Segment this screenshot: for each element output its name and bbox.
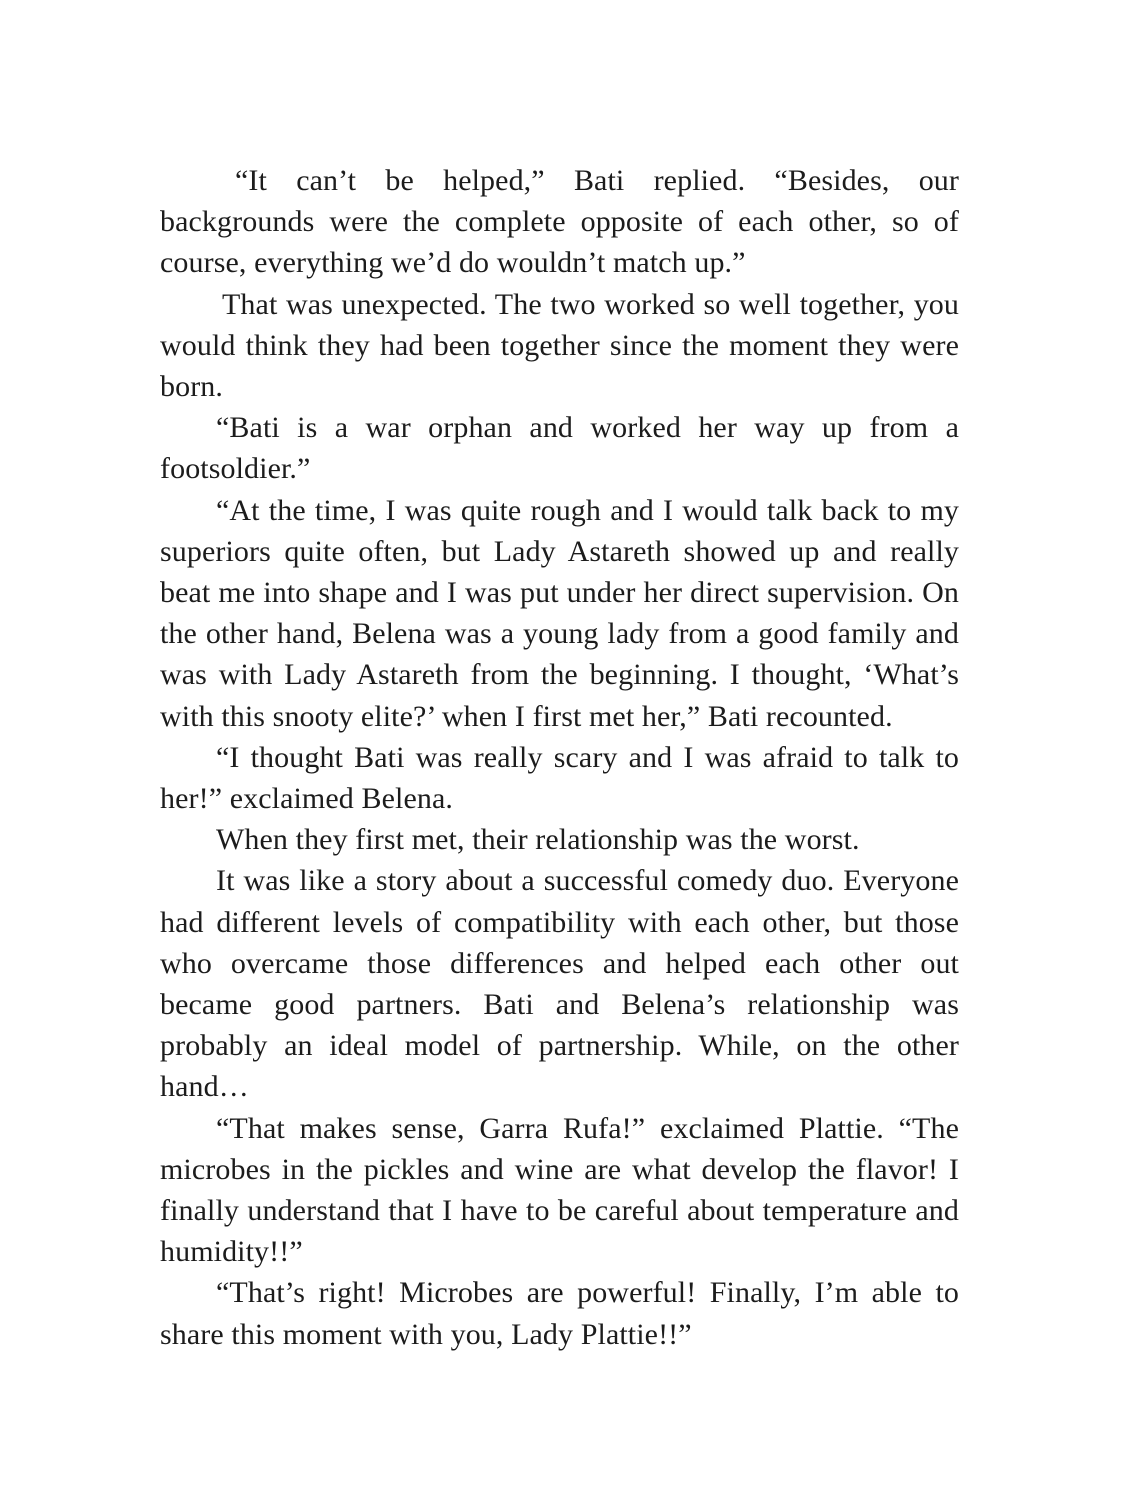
paragraph: “That makes sense, Garra Rufa!” exclaimed Plattie. “The microbes in the pickles and wine are what develop the flavor! I finally understand that I have to be careful about temperature and humidity!!” [160,1111,959,1269]
paragraph: “I thought Bati was really scary and I was afraid to talk to her!” exclaimed Belena. [160,740,959,816]
paragraph: “At the time, I was quite rough and I would talk back to my superiors quite often, but Lady Astareth showed up and really beat me into shape and I was put under her direct supervision. On the other hand, Belena was a young lady from a good family and was with Lady Astareth from the beginning. I thought, ‘What’s with this snooty elite?’ when I first met her,” Bati recounted. [160,493,959,733]
paragraph: “Bati is a war orphan and worked her way up from a footsoldier.” [160,411,959,486]
paragraph: “It can’t be helped,” Bati replied. “Besides, our backgrounds were the complete opposite of each other, so of course, everything we’d do wouldn’t match up.” [160,164,959,280]
paragraph: That was unexpected. The two worked so well together, you would think they had been together since the moment they were born. [160,287,959,404]
paragraph: It was like a story about a successful comedy duo. Everyone had different levels of compatibility with each other, but those who overcame those differences and helped each other out became good partners. Bati and Belena’s relationship was probably an ideal model of partnership. While, on the other hand… [160,864,959,1104]
paragraph: “That’s right! Microbes are powerful! Finally, I’m able to share this moment with you, Lady Plattie!!” [160,1276,959,1351]
paragraph: When they first met, their relationship was the worst. [216,823,860,857]
page-body-text [160,160,959,1355]
